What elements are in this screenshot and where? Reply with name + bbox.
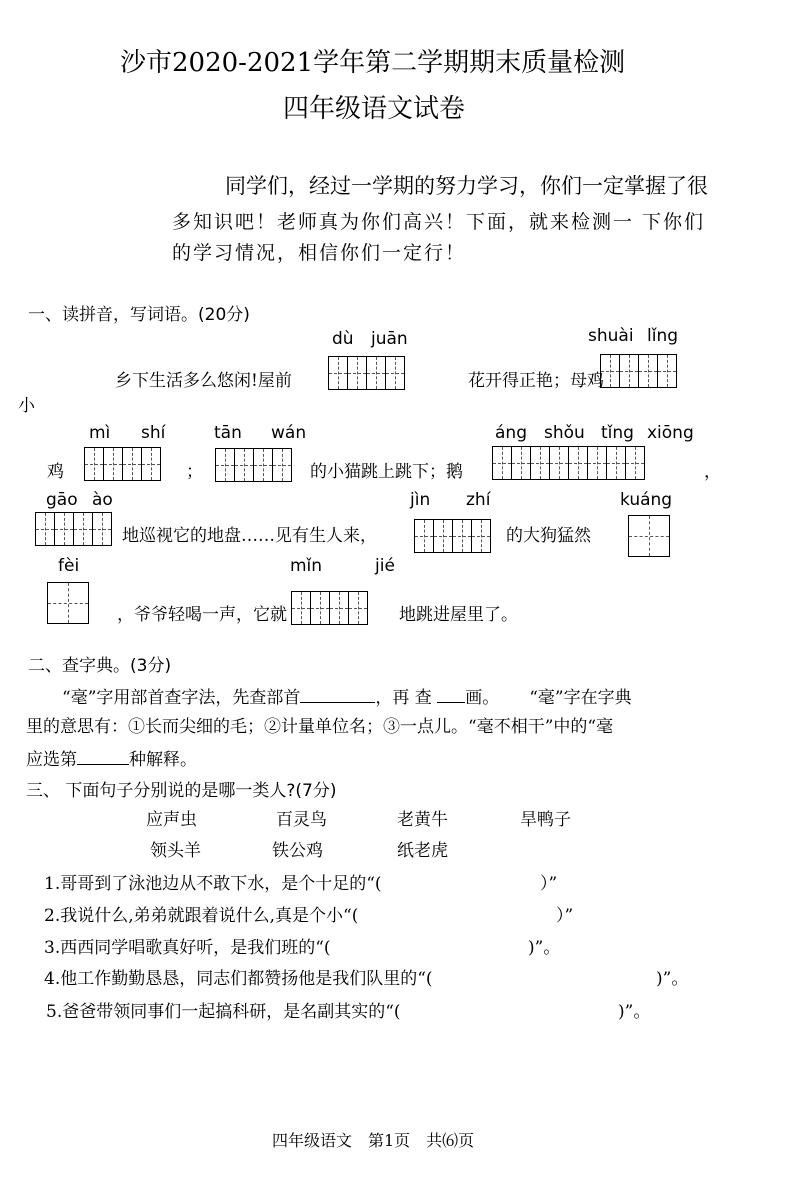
exam-subtitle: 四年级语文试卷 [283, 94, 466, 124]
char-cell[interactable] [84, 447, 104, 481]
section2-text: 应选第 [26, 750, 77, 770]
exam-title: 沙市2020-2021学年第二学期期末质量检测 [120, 48, 626, 78]
pinyin: mǐn [290, 556, 323, 576]
char-cell[interactable] [310, 591, 330, 625]
question-1-close: ）” [540, 874, 558, 894]
word-option: 领头羊 [150, 841, 201, 861]
char-cell[interactable] [92, 512, 112, 546]
passage-text: 的大狗猛然 [506, 526, 591, 546]
char-cell[interactable] [122, 447, 142, 481]
pinyin: xiōng [647, 423, 694, 443]
question-4-close: )”。 [656, 969, 689, 989]
word-option: 旱鸭子 [520, 810, 571, 830]
pinyin: shǒu [544, 423, 585, 443]
char-cell[interactable] [492, 446, 512, 480]
char-cell[interactable] [657, 354, 677, 388]
blank-strokes[interactable] [437, 702, 465, 703]
char-cell[interactable] [291, 591, 311, 625]
pinyin: tān [214, 423, 242, 443]
intro-line-1: 同学们，经过一学期的努力学习，你们一定掌握了很 [225, 174, 708, 198]
passage-text: 乡下生活多么悠闲!屋前 [115, 371, 292, 391]
char-cell[interactable] [433, 519, 453, 553]
pinyin: jié [375, 556, 395, 576]
char-cell[interactable] [414, 519, 434, 553]
pinyin: áng [495, 423, 527, 443]
passage-text: 地巡视它的地盘……见有生人来， [122, 526, 377, 546]
char-cell[interactable] [600, 354, 620, 388]
question-5-close: )”。 [618, 1002, 651, 1022]
char-cell[interactable] [54, 512, 74, 546]
question-2: 2.我说什么,弟弟就跟着说什么,真是个小“( [44, 906, 359, 926]
passage-text: ，爷爷轻喝一声，它就 [117, 605, 287, 625]
section2-text: 种解释。 [129, 750, 197, 770]
question-3-close: )”。 [528, 938, 561, 958]
word-option: 百灵鸟 [276, 810, 327, 830]
section2-line-3 [26, 745, 197, 770]
char-cell[interactable] [347, 356, 367, 390]
section3-heading: 三、 下面句子分别说的是哪一类人?(7分) [26, 781, 337, 801]
char-cell[interactable] [568, 446, 588, 480]
passage-text: ； [186, 462, 203, 482]
pinyin: shuài [588, 326, 634, 346]
section2-text: ，再 查 [375, 688, 432, 708]
char-cell[interactable] [471, 519, 491, 553]
pinyin: juān [371, 329, 408, 349]
answer-boxes-minjie[interactable] [291, 591, 368, 625]
char-cell[interactable] [234, 448, 254, 482]
char-cell[interactable] [73, 512, 93, 546]
pinyin: jìn [410, 490, 431, 510]
question-5: 5.爸爸带领同事们一起搞科研，是名副其实的“( [46, 1002, 401, 1022]
question-3: 3.西西同学唱歌真好听，是我们班的“( [44, 938, 331, 958]
answer-boxes-gaoao[interactable] [35, 512, 112, 546]
passage-text: 花开得正艳；母鸡 [468, 371, 604, 391]
passage-text: 鸡 [47, 462, 64, 482]
char-cell[interactable] [348, 591, 368, 625]
answer-boxes-tanwan[interactable] [215, 448, 292, 482]
answer-boxes-fei[interactable] [47, 582, 89, 624]
pinyin: ào [92, 490, 113, 510]
pinyin: fèi [58, 556, 80, 576]
char-cell[interactable] [141, 447, 161, 481]
section2-line-2: 里的意思有：①长而尖细的毛；②计量单位名；③一点儿。“毫不相干”中的“毫 [26, 717, 614, 737]
word-option: 老黄牛 [397, 810, 448, 830]
char-cell[interactable] [253, 448, 273, 482]
char-cell[interactable] [329, 591, 349, 625]
question-2-close: ）” [556, 906, 574, 926]
section2-text: “毫”字用部首查字法，先查部首 [62, 688, 301, 708]
pinyin: mì [89, 423, 111, 443]
pinyin: zhí [466, 490, 491, 510]
answer-boxes-dujuan[interactable] [328, 356, 405, 390]
intro-line-3: 的学习情况，相信你们一定行！ [172, 242, 467, 264]
char-cell[interactable] [452, 519, 472, 553]
char-cell[interactable] [272, 448, 292, 482]
word-option: 纸老虎 [397, 841, 448, 861]
passage-text: ， [704, 462, 721, 482]
char-cell[interactable] [366, 356, 386, 390]
section2-heading: 二、查字典。(3分) [28, 656, 172, 676]
char-cell[interactable] [638, 354, 658, 388]
passage-text: 小 [18, 396, 35, 416]
pinyin: gāo [46, 490, 78, 510]
pinyin: shí [141, 423, 166, 443]
section2-text: “毫”字在字典 [529, 688, 632, 708]
char-cell[interactable] [103, 447, 123, 481]
char-cell[interactable] [625, 446, 645, 480]
question-1: 1.哥哥到了泳池边从不敢下水，是个十足的“( [44, 874, 382, 894]
answer-boxes-jinzhi[interactable] [414, 519, 491, 553]
answer-boxes-shuailing[interactable] [600, 354, 677, 388]
char-cell[interactable] [47, 582, 89, 624]
answer-boxes-angshoutingxiong[interactable] [492, 446, 645, 480]
answer-boxes-kuang[interactable] [628, 515, 670, 557]
page-footer: 四年级语文 第1页 共⑹页 [272, 1131, 475, 1150]
pinyin: kuáng [620, 490, 673, 510]
pinyin: dù [332, 329, 354, 349]
word-option: 应声虫 [146, 810, 197, 830]
char-cell[interactable] [385, 356, 405, 390]
char-cell[interactable] [35, 512, 55, 546]
char-cell[interactable] [619, 354, 639, 388]
pinyin: lǐng [647, 326, 679, 346]
blank-meaning[interactable] [77, 764, 129, 765]
section2-line-1 [62, 683, 632, 708]
question-4: 4.他工作勤勤恳恳，同志们都赞扬他是我们队里的“( [44, 969, 433, 989]
char-cell[interactable] [549, 446, 569, 480]
answer-boxes-mishi[interactable] [84, 447, 161, 481]
char-cell[interactable] [628, 515, 670, 557]
section1-heading: 一、读拼音，写词语。(20分) [28, 305, 250, 325]
pinyin: wán [271, 423, 307, 443]
passage-text: 地跳进屋里了。 [399, 605, 518, 625]
char-cell[interactable] [215, 448, 235, 482]
passage-text: 的小猫跳上跳下；鹅 [310, 462, 463, 482]
char-cell[interactable] [511, 446, 531, 480]
char-cell[interactable] [530, 446, 550, 480]
intro-line-2: 多知识吧！老师真为你们高兴！下面，就来检测一 下你们 [172, 211, 706, 233]
word-option: 铁公鸡 [272, 841, 323, 861]
char-cell[interactable] [587, 446, 607, 480]
char-cell[interactable] [606, 446, 626, 480]
blank-radical[interactable] [300, 702, 375, 703]
section2-text: 画。 [465, 688, 500, 708]
pinyin: tǐng [601, 423, 634, 443]
char-cell[interactable] [328, 356, 348, 390]
